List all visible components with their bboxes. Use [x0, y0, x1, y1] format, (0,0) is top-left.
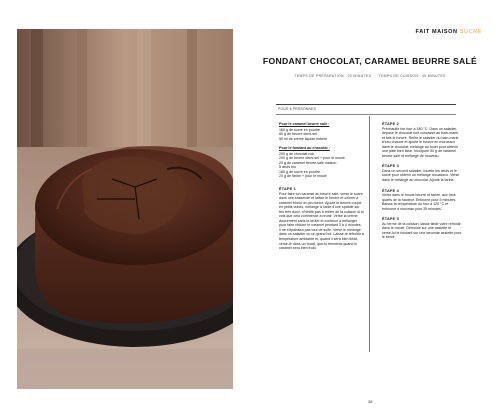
step-5-title: ÉTAPE 5	[382, 217, 399, 222]
cook-time: TEMPS DE CUISSON : 40 MINUTES	[378, 74, 446, 78]
column-divider	[369, 116, 370, 352]
cake-photo	[17, 29, 233, 389]
prep-time: TEMPS DE PRÉPARATION : 20 MINUTES	[294, 74, 372, 78]
step-1-title: ÉTAPE 1	[279, 187, 296, 192]
ingredient-item: 5 œufs bio	[279, 165, 296, 170]
section-sublabel: SUCRÉ	[459, 29, 482, 35]
chocolate-cake-image	[17, 29, 233, 389]
right-column	[382, 122, 462, 246]
step-4-title: ÉTAPE 4	[382, 188, 399, 193]
top-divider	[276, 104, 456, 105]
ingredient-item: 20 g de farine + pour le moule	[279, 174, 327, 179]
servings: POUR 6 PERSONNES	[278, 107, 317, 111]
step-3-title: ÉTAPE 3	[382, 164, 399, 169]
step-1-text: Pour faire ton caramel au beurre salé, verse le sucre dans une casserole et laisse le fondre et colorer à caramel blond un peu foncé. Ajoute le beurre coupé en petits cubes, mélange à l'aide d'une spatule sur feu très doux, n'hésite pas à retirer de la cuisson si tu vois que cela commence à brunir. Verse la crème doucement sans te brûler et continue à mélanger pour faire réduire le caramel pendant 3 à 4 minutes. Il ne s'épaissira pas tout de suite. Verse le mélange dans un saladier ou un grand bol. Laisse-le refroidir à température ambiante et, quand il sera bien tiède, verse-le dans un bocal, que tu fermeras quand le caramel sera bien froid.	[279, 191, 364, 251]
fondant-ingredients-title: Pour le fondant au chocolat :	[279, 146, 330, 151]
page-number: 38	[368, 399, 373, 404]
ingredient-item: 160 g de sucre en poudre	[279, 127, 320, 132]
ingredient-item: 80 g de beurre demi-sel	[279, 132, 317, 137]
ingredient-item: 20 g de caramel beurre salé maison	[279, 160, 337, 165]
step-2-title: ÉTAPE 2	[382, 122, 399, 126]
caramel-ingredients-title: Pour le caramel beurre salé :	[279, 122, 330, 126]
ingredient-item: 200 g de beurre demi-sel + pour le moule	[279, 156, 345, 161]
step-4-text: Verse dans le moule beurré et fariné, aux trois quarts de la hauteur. Enfourne pour 5 minutes. Baisse la température du four à 120 °C et enfourne à nouveau pour 35 minutes.	[382, 193, 457, 211]
header-divider	[276, 114, 456, 115]
section-header	[416, 29, 482, 35]
recipe-title: FONDANT CHOCOLAT, CARAMEL BEURRE SALÉ	[262, 56, 478, 66]
left-column	[279, 122, 364, 257]
ingredient-item: 50 ml de crème liquide entière	[279, 136, 328, 141]
fondant-ingredients-list	[279, 152, 364, 179]
section-label: FAIT MAISON	[415, 29, 458, 35]
recipe-times	[256, 74, 484, 78]
step-5-text: Au terme de la cuisson, laisse tiédir votre refroidir dans le moule. Démoule sur une assiette et verse-lui le fondant sur une seconde assiette pour le servir.	[382, 221, 462, 240]
caramel-ingredients-list	[279, 128, 364, 142]
ingredient-item: 200 g de chocolat noir	[279, 151, 315, 156]
step-2-text: Préchauffe ton four à 180 °C. Dans un saladier, dépose le chocolat noir concassé au bain-marie et fais le fondre. Retire le saladier du bain-marie d'eau chaude et ajoute le beurre en morceaux dans le chocolat, mélange au fouet pour obtenir une pâte bien lisse. Incorpore 50 g de caramel beurre salé et mélange de nouveau.	[382, 126, 459, 158]
ingredient-item: 180 g de sucre en poudre	[279, 169, 320, 174]
step-3-text: Dans un second saladier, fouette les œufs et le sucre pour obtenir un mélange mousseux. Verse dans le mélange au chocolat. Ajoute la farine.	[382, 168, 460, 183]
